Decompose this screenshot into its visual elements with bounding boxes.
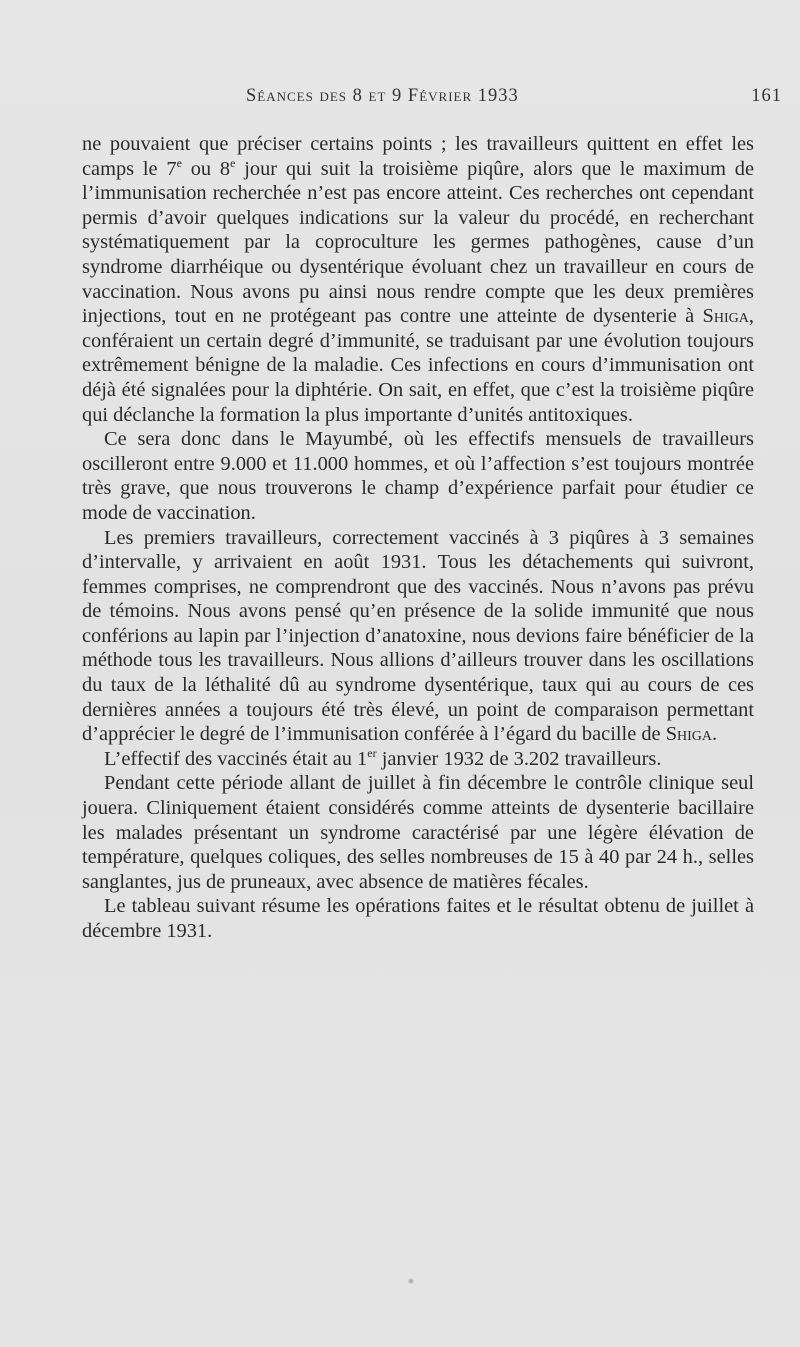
paper-speck (407, 1278, 415, 1284)
paragraph (82, 526, 754, 747)
text-run: L’effectif des vaccinés était au 1 (104, 747, 368, 770)
small-caps-name: Shiga (702, 305, 749, 328)
paragraph (82, 747, 754, 772)
text-run: Les premiers travailleurs, correctement vaccinés à 3 piqûres à 3 semaines d’intervalle, y arrivaient en août 1931. Tous les détachements qui suivront, femmes comprises, ne comprendront que des vaccinés. Nous n’avons pas prévu de témoins. Nous avons pensé qu’en présence de la solide immunité que nous conférions au lapin par l’injection d’anatoxine, nous devions faire bénéficier de la méthode tous les travailleurs. Nous allions d’ailleurs trouver dans les oscillations du taux de la léthalité dû au syndrome dysentérique, taux qui au cours de ces dernières années a toujours été très élevé, un point de comparaison permettant d’apprécier le degré de l’immunisation conférée à l’égard du bacille de (82, 526, 754, 746)
text-run: , conféraient un certain degré d’immunité, se traduisant par une évolution toujours extrêmement bénigne de la maladie. Ces infections en cours d’immunisation ont déjà été signalées pour la diphtérie. On sait, en effet, que c’est la troisième piqûre qui déclanche la formation la plus importante d’unités antitoxiques. (82, 305, 754, 426)
paragraph (82, 894, 754, 943)
text-run: Pendant cette période allant de juillet à fin décembre le contrôle clinique seul jouera. Cliniquement étaient considérés comme atteints de dysenterie bacillaire les malades présentant un syndrome caractérisé par une légère élévation de température, quelques coliques, des selles nombreuses de 15 à 40 par 24 h., selles sanglantes, jus de pruneaux, avec absence de matières fécales. (82, 772, 754, 893)
text-run: ne pouvaient que préciser certains points ; les travailleurs quittent en effet les camps le 7 (82, 133, 754, 180)
superscript: er (367, 746, 377, 761)
paragraph (82, 132, 754, 427)
running-title: Séances des 8 et 9 Février 1933 (246, 86, 519, 106)
body-text (82, 132, 754, 944)
text-run: janvier 1932 de 3.202 travailleurs. (376, 747, 662, 770)
paragraph (82, 771, 754, 894)
paragraph (82, 427, 754, 525)
running-head (0, 86, 800, 110)
text-run: jour qui suit la troisième piqûre, alors que le maximum de l’immunisation recherchée n’est pas encore atteint. Ces recherches ont cependant permis d’avoir quelques indications sur la valeur du procédé, en recherchant systématiquement par la coproculture les germes pathogènes, cause d’un syndrome diarrhéique ou dysentérique évoluant chez un travailleur en cours de vaccination. Nous avons pu ainsi nous rendre compte que les deux premières injections, tout en ne protégeant pas contre une atteinte de dysenterie à (82, 157, 754, 328)
small-caps-name: Shiga (665, 723, 713, 746)
superscript: e (176, 155, 182, 170)
text-run: Le tableau suivant résume les opérations faites et le résultat obtenu de juillet à décembre 1931. (82, 895, 754, 942)
superscript: e (230, 155, 236, 170)
text-run: . (712, 723, 718, 746)
page-number: 161 (751, 86, 782, 106)
text-run: Ce sera donc dans le Mayumbé, où les effectifs mensuels de travailleurs oscilleront entre 9.000 et 11.000 hommes, et où l’affection s’est toujours montrée très grave, que nous trouverons le champ d’expérience parfait pour étudier ce mode de vaccination. (82, 428, 754, 524)
text-run: ou 8 (181, 157, 231, 180)
